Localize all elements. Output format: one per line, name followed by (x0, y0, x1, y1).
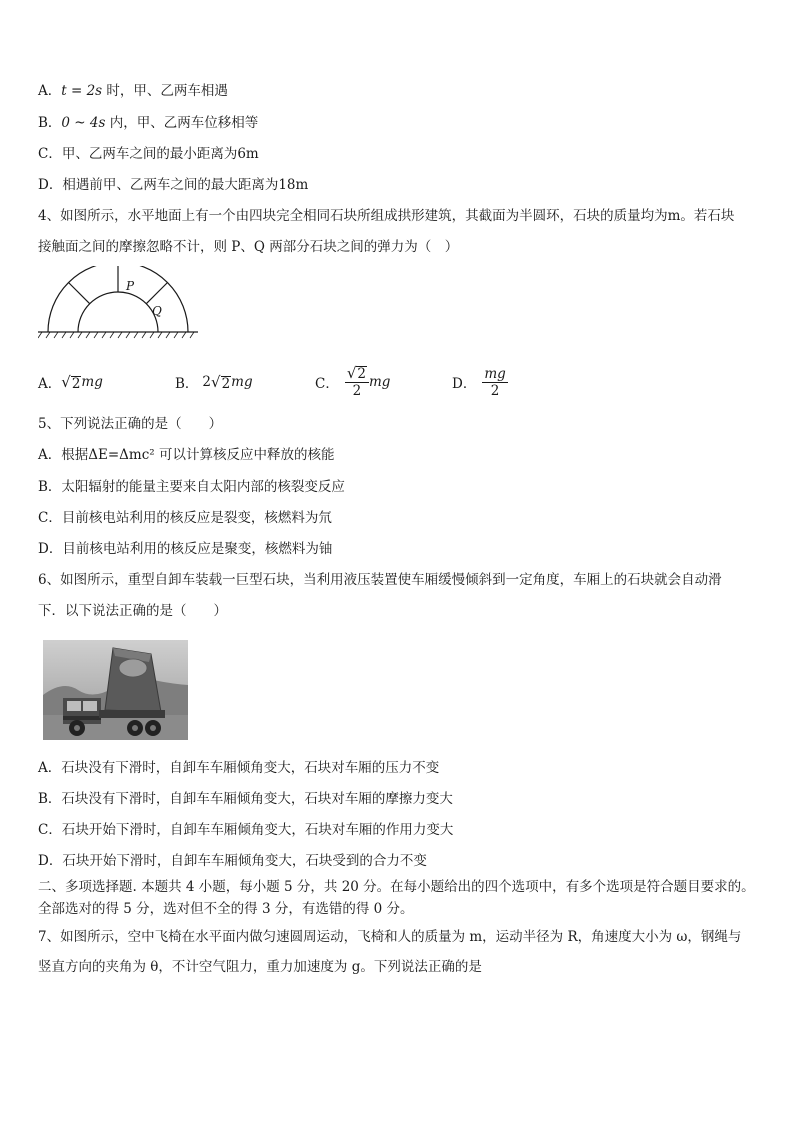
arch-figure (38, 266, 198, 342)
q4-option-d-denominator: 2 (490, 382, 500, 399)
q3-option-a-math: t = 2s (61, 83, 103, 99)
arch-label-p: P (126, 279, 135, 293)
q4-option-a-label: A． (38, 376, 62, 392)
q3-option-a-label: A． (38, 83, 62, 99)
q4-option-a-radicand: 2 (71, 376, 81, 392)
q4-stem-line2: 接触面之间的摩擦忽略不计，则 P、Q 两部分石块之间的弹力为（ ） (38, 239, 459, 255)
q4-option-c-label: C． (315, 376, 339, 392)
q6-option-c: C．石块开始下滑时，自卸车车厢倾角变大，石块对车厢的作用力变大 (38, 822, 454, 838)
ground-hatching (38, 332, 194, 338)
dump-truck-photo (43, 640, 188, 740)
q4-option-b-sqrt: √ 2 (211, 373, 231, 392)
q5-option-c: C．目前核电站利用的核反应是裂变，核燃料为氘 (38, 510, 332, 526)
q4-option-c-denominator: 2 (352, 383, 362, 399)
q4-option-c (315, 362, 390, 402)
q5-option-b: B．太阳辐射的能量主要来自太阳内部的核裂变反应 (38, 479, 345, 495)
q3-option-b-text: 内，甲、乙两车位移相等 (105, 115, 259, 131)
q4-option-a-mg: mg (81, 374, 103, 390)
arch-label-q: Q (152, 304, 162, 318)
q4-option-d-label: D． (452, 376, 477, 392)
q5-option-d: D．目前核电站利用的核反应是聚变，核燃料为铀 (38, 541, 333, 557)
q4-option-c-radicand: 2 (357, 366, 366, 382)
q3-option-b (38, 114, 258, 132)
q4-option-c-fraction: √ 2 2 (345, 365, 369, 399)
q4-option-a (38, 362, 103, 402)
section2-line2: 全部选对的得 5 分，选对但不全的得 3 分，有选错的得 0 分。 (38, 901, 414, 917)
q3-option-b-math: 0 ~ 4s (61, 115, 106, 131)
q4-option-a-sqrt: √ 2 (61, 373, 81, 392)
q3-option-a-text: 时，甲、乙两车相遇 (102, 83, 228, 99)
q6-option-b: B．石块没有下滑时，自卸车车厢倾角变大，石块对车厢的摩擦力变大 (38, 791, 453, 807)
q7-stem-line1: 7、如图所示，空中飞椅在水平面内做匀速圆周运动，飞椅和人的质量为 m，运动半径为 R，角速度大小为 ω，钢绳与 (38, 929, 742, 945)
q4-option-d-fraction (482, 366, 507, 399)
arch-joint-left (69, 283, 90, 304)
q4-option-b-coef: 2 (202, 374, 212, 390)
q4-option-b-radicand: 2 (221, 376, 231, 392)
arch-inner-edge (78, 292, 158, 332)
q3-option-d: D．相遇前甲、乙两车之间的最大距离为18m (38, 177, 309, 193)
q4-option-b-label: B． (175, 376, 199, 392)
q4-option-b-mg: mg (231, 374, 253, 390)
q6-stem-line2: 下．以下说法正确的是（ ） (38, 603, 227, 619)
q3-option-c: C．甲、乙两车之间的最小距离为6m (38, 146, 259, 162)
q6-stem-line1: 6、如图所示，重型自卸车装载一巨型石块，当利用液压装置使车厢缓慢倾斜到一定角度，车厢上的石块就会自动滑 (38, 572, 722, 588)
q5-stem: 5、下列说法正确的是（ ） (38, 416, 223, 432)
q7-stem-line2: 竖直方向的夹角为 θ，不计空气阻力，重力加速度为 g。下列说法正确的是 (38, 959, 482, 975)
q4-option-d-numerator: mg (484, 365, 506, 382)
q3-option-a (38, 82, 228, 100)
arch-joint-right (146, 283, 167, 304)
q4-option-c-mg: mg (369, 374, 391, 390)
q6-option-a: A．石块没有下滑时，自卸车车厢倾角变大，石块对车厢的压力不变 (38, 760, 440, 776)
q5-option-a: A．根据ΔE=Δmc² 可以计算核反应中释放的核能 (38, 447, 335, 463)
q4-options (38, 362, 738, 402)
q4-option-d (452, 362, 508, 402)
q4-option-b (175, 362, 253, 402)
section2-line1: 二、多项选择题. 本题共 4 小题，每小题 5 分，共 20 分。在每小题给出的四个选项中，有多个选项是符合题目要求的。 (38, 879, 755, 895)
q4-stem-line1: 4、如图所示，水平地面上有一个由四块完全相同石块所组成拱形建筑，其截面为半圆环，石块的质量均为m。若石块 (38, 208, 735, 224)
q3-option-b-label: B． (38, 115, 62, 131)
q6-option-d: D．石块开始下滑时，自卸车车厢倾角变大，石块受到的合力不变 (38, 853, 427, 869)
